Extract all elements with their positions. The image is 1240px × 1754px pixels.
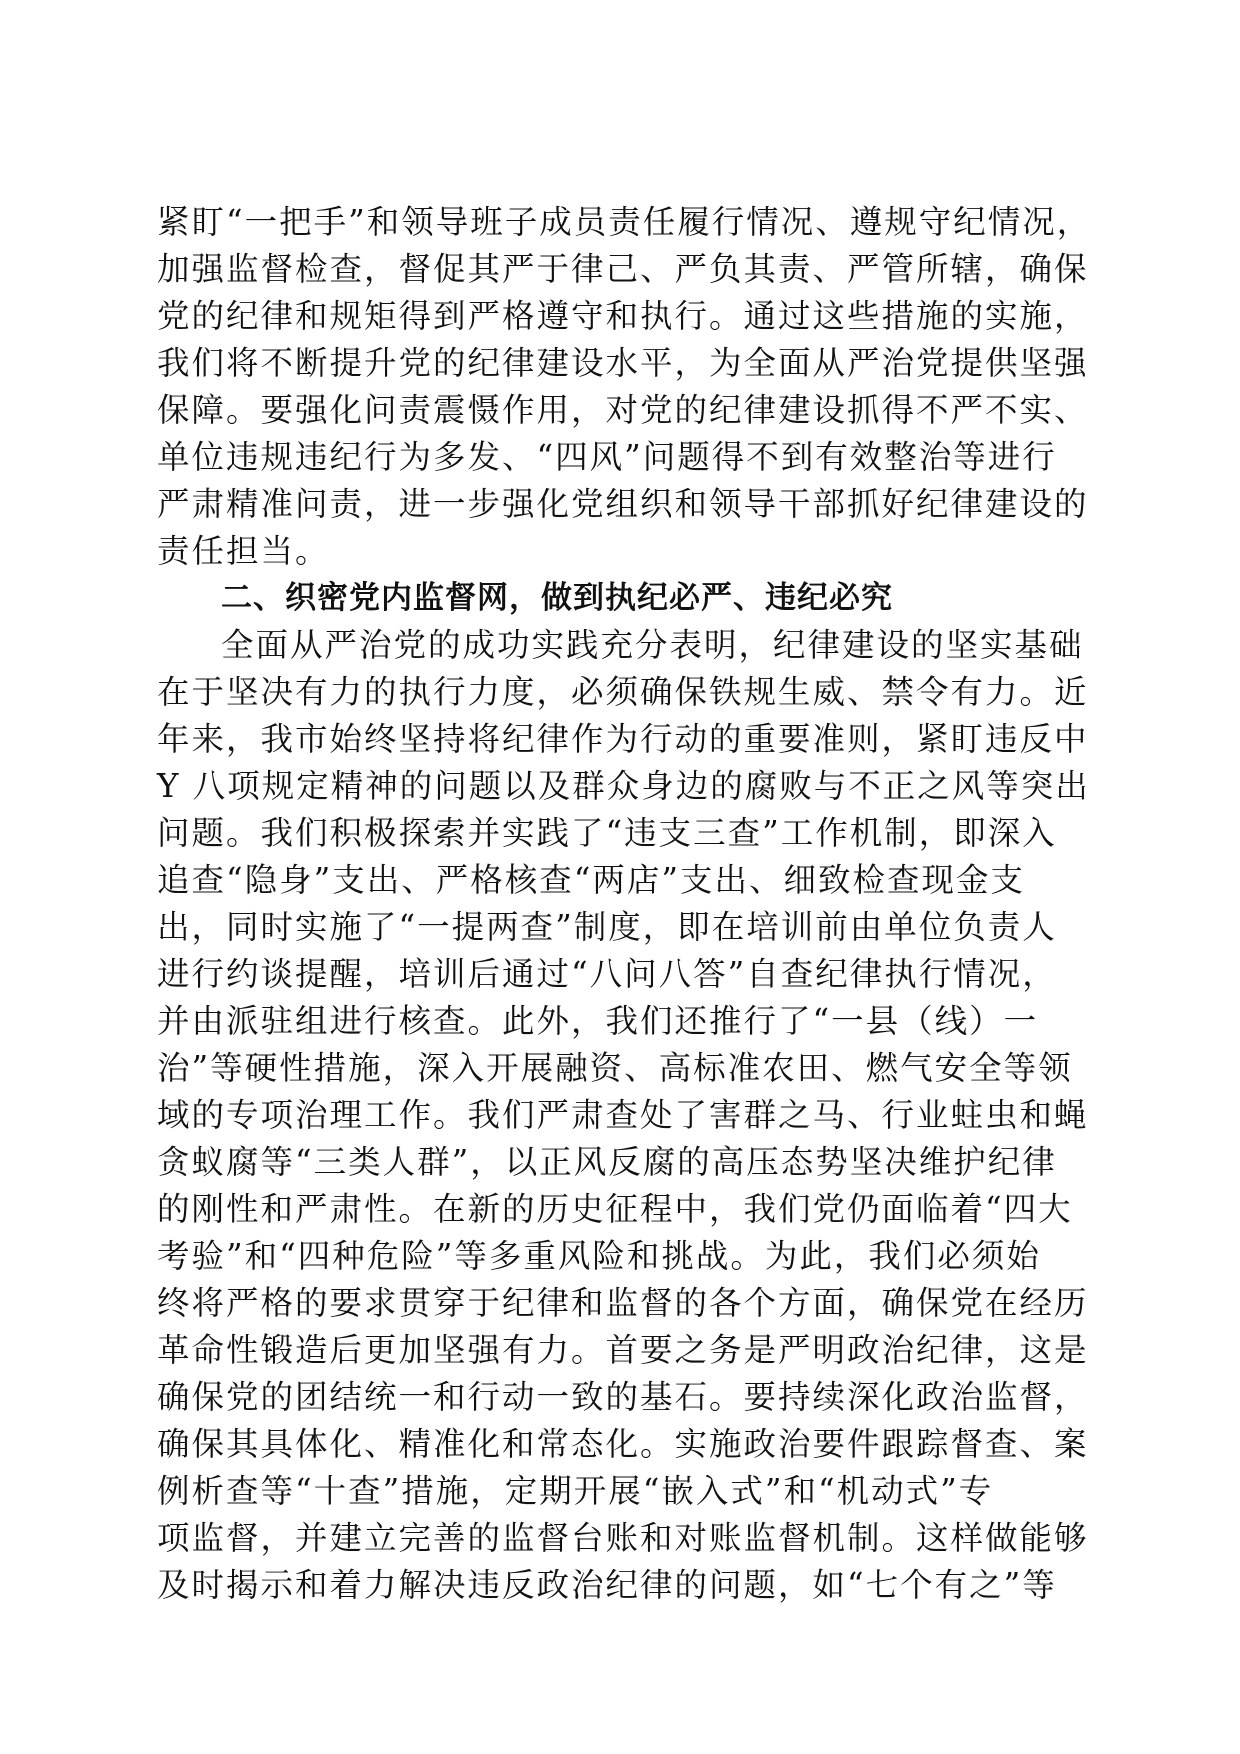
paragraph-line: 问题。我们积极探索并实践了“违支三查”工作机制，即深入	[157, 814, 1057, 852]
paragraph-line: 域的专项治理工作。我们严肃查处了害群之马、行业蛀虫和蝇	[157, 1096, 1089, 1134]
paragraph-line: 例析查等“十查”措施，定期开展“嵌入式”和“机动式”专	[157, 1472, 994, 1510]
paragraph-line: 考验”和“四种危险”等多重风险和挑战。为此，我们必须始	[157, 1237, 1041, 1275]
paragraph-line: 治”等硬性措施，深入开展融资、高标准农田、燃气安全等领	[157, 1049, 1073, 1087]
section-heading: 二、织密党内监督网，做到执纪必严、违纪必究	[221, 580, 893, 616]
paragraph-line: 贪蚁腐等“三类人群”，以正风反腐的高压态势坚决维护纪律	[157, 1143, 1057, 1181]
paragraph-line: 年来，我市始终坚持将纪律作为行动的重要准则，紧盯违反中	[157, 720, 1089, 758]
paragraph-line: 严肃精准问责，进一步强化党组织和领导干部抓好纪律建设的	[157, 485, 1089, 523]
paragraph-line: 出，同时实施了“一提两查”制度，即在培训前由单位负责人	[157, 908, 1057, 946]
document-text	[157, 199, 1092, 1609]
paragraph-line: 在于坚决有力的执行力度，必须确保铁规生威、禁令有力。近	[157, 673, 1089, 711]
paragraph-line: 的刚性和严肃性。在新的历史征程中，我们党仍面临着“四大	[157, 1190, 1073, 1228]
paragraph-line: 责任担当。	[157, 532, 330, 570]
paragraph-line: 及时揭示和着力解决违反政治纪律的问题，如“七个有之”等	[157, 1566, 1057, 1604]
paragraph-line: 全面从严治党的成功实践充分表明，纪律建设的坚实基础	[221, 626, 1084, 664]
paragraph-line: 党的纪律和规矩得到严格遵守和执行。通过这些措施的实施，	[157, 297, 1089, 335]
paragraph-line: 项监督，并建立完善的监督台账和对账监督机制。这样做能够	[157, 1519, 1089, 1557]
paragraph-line: 终将严格的要求贯穿于纪律和监督的各个方面，确保党在经历	[157, 1284, 1089, 1322]
paragraph-line: 进行约谈提醒，培训后通过“八问八答”自查纪律执行情况，	[157, 955, 1057, 993]
paragraph-line: 单位违规违纪行为多发、“四风”问题得不到有效整治等进行	[157, 438, 1057, 476]
paragraph-line: 保障。要强化问责震慑作用，对党的纪律建设抓得不严不实、	[157, 391, 1089, 429]
paragraph-line: 我们将不断提升党的纪律建设水平，为全面从严治党提供坚强	[157, 344, 1089, 382]
paragraph-line: 追查“隐身”支出、严格核查“两店”支出、细致检查现金支	[157, 861, 1025, 899]
paragraph-line: Y 八项规定精神的问题以及群众身边的腐败与不正之风等突出	[157, 767, 1090, 805]
paragraph-line: 加强监督检查，督促其严于律己、严负其责、严管所辖，确保	[157, 250, 1089, 288]
paragraph-line: 革命性锻造后更加坚强有力。首要之务是严明政治纪律，这是	[157, 1331, 1089, 1369]
paragraph-line: 确保其具体化、精准化和常态化。实施政治要件跟踪督查、案	[157, 1425, 1089, 1463]
paragraph-line: 紧盯“一把手”和领导班子成员责任履行情况、遵规守纪情况，	[157, 203, 1092, 241]
paragraph-line: 确保党的团结统一和行动一致的基石。要持续深化政治监督，	[157, 1378, 1089, 1416]
paragraph-line: 并由派驻组进行核查。此外，我们还推行了“一县（线）一	[157, 1002, 1039, 1040]
